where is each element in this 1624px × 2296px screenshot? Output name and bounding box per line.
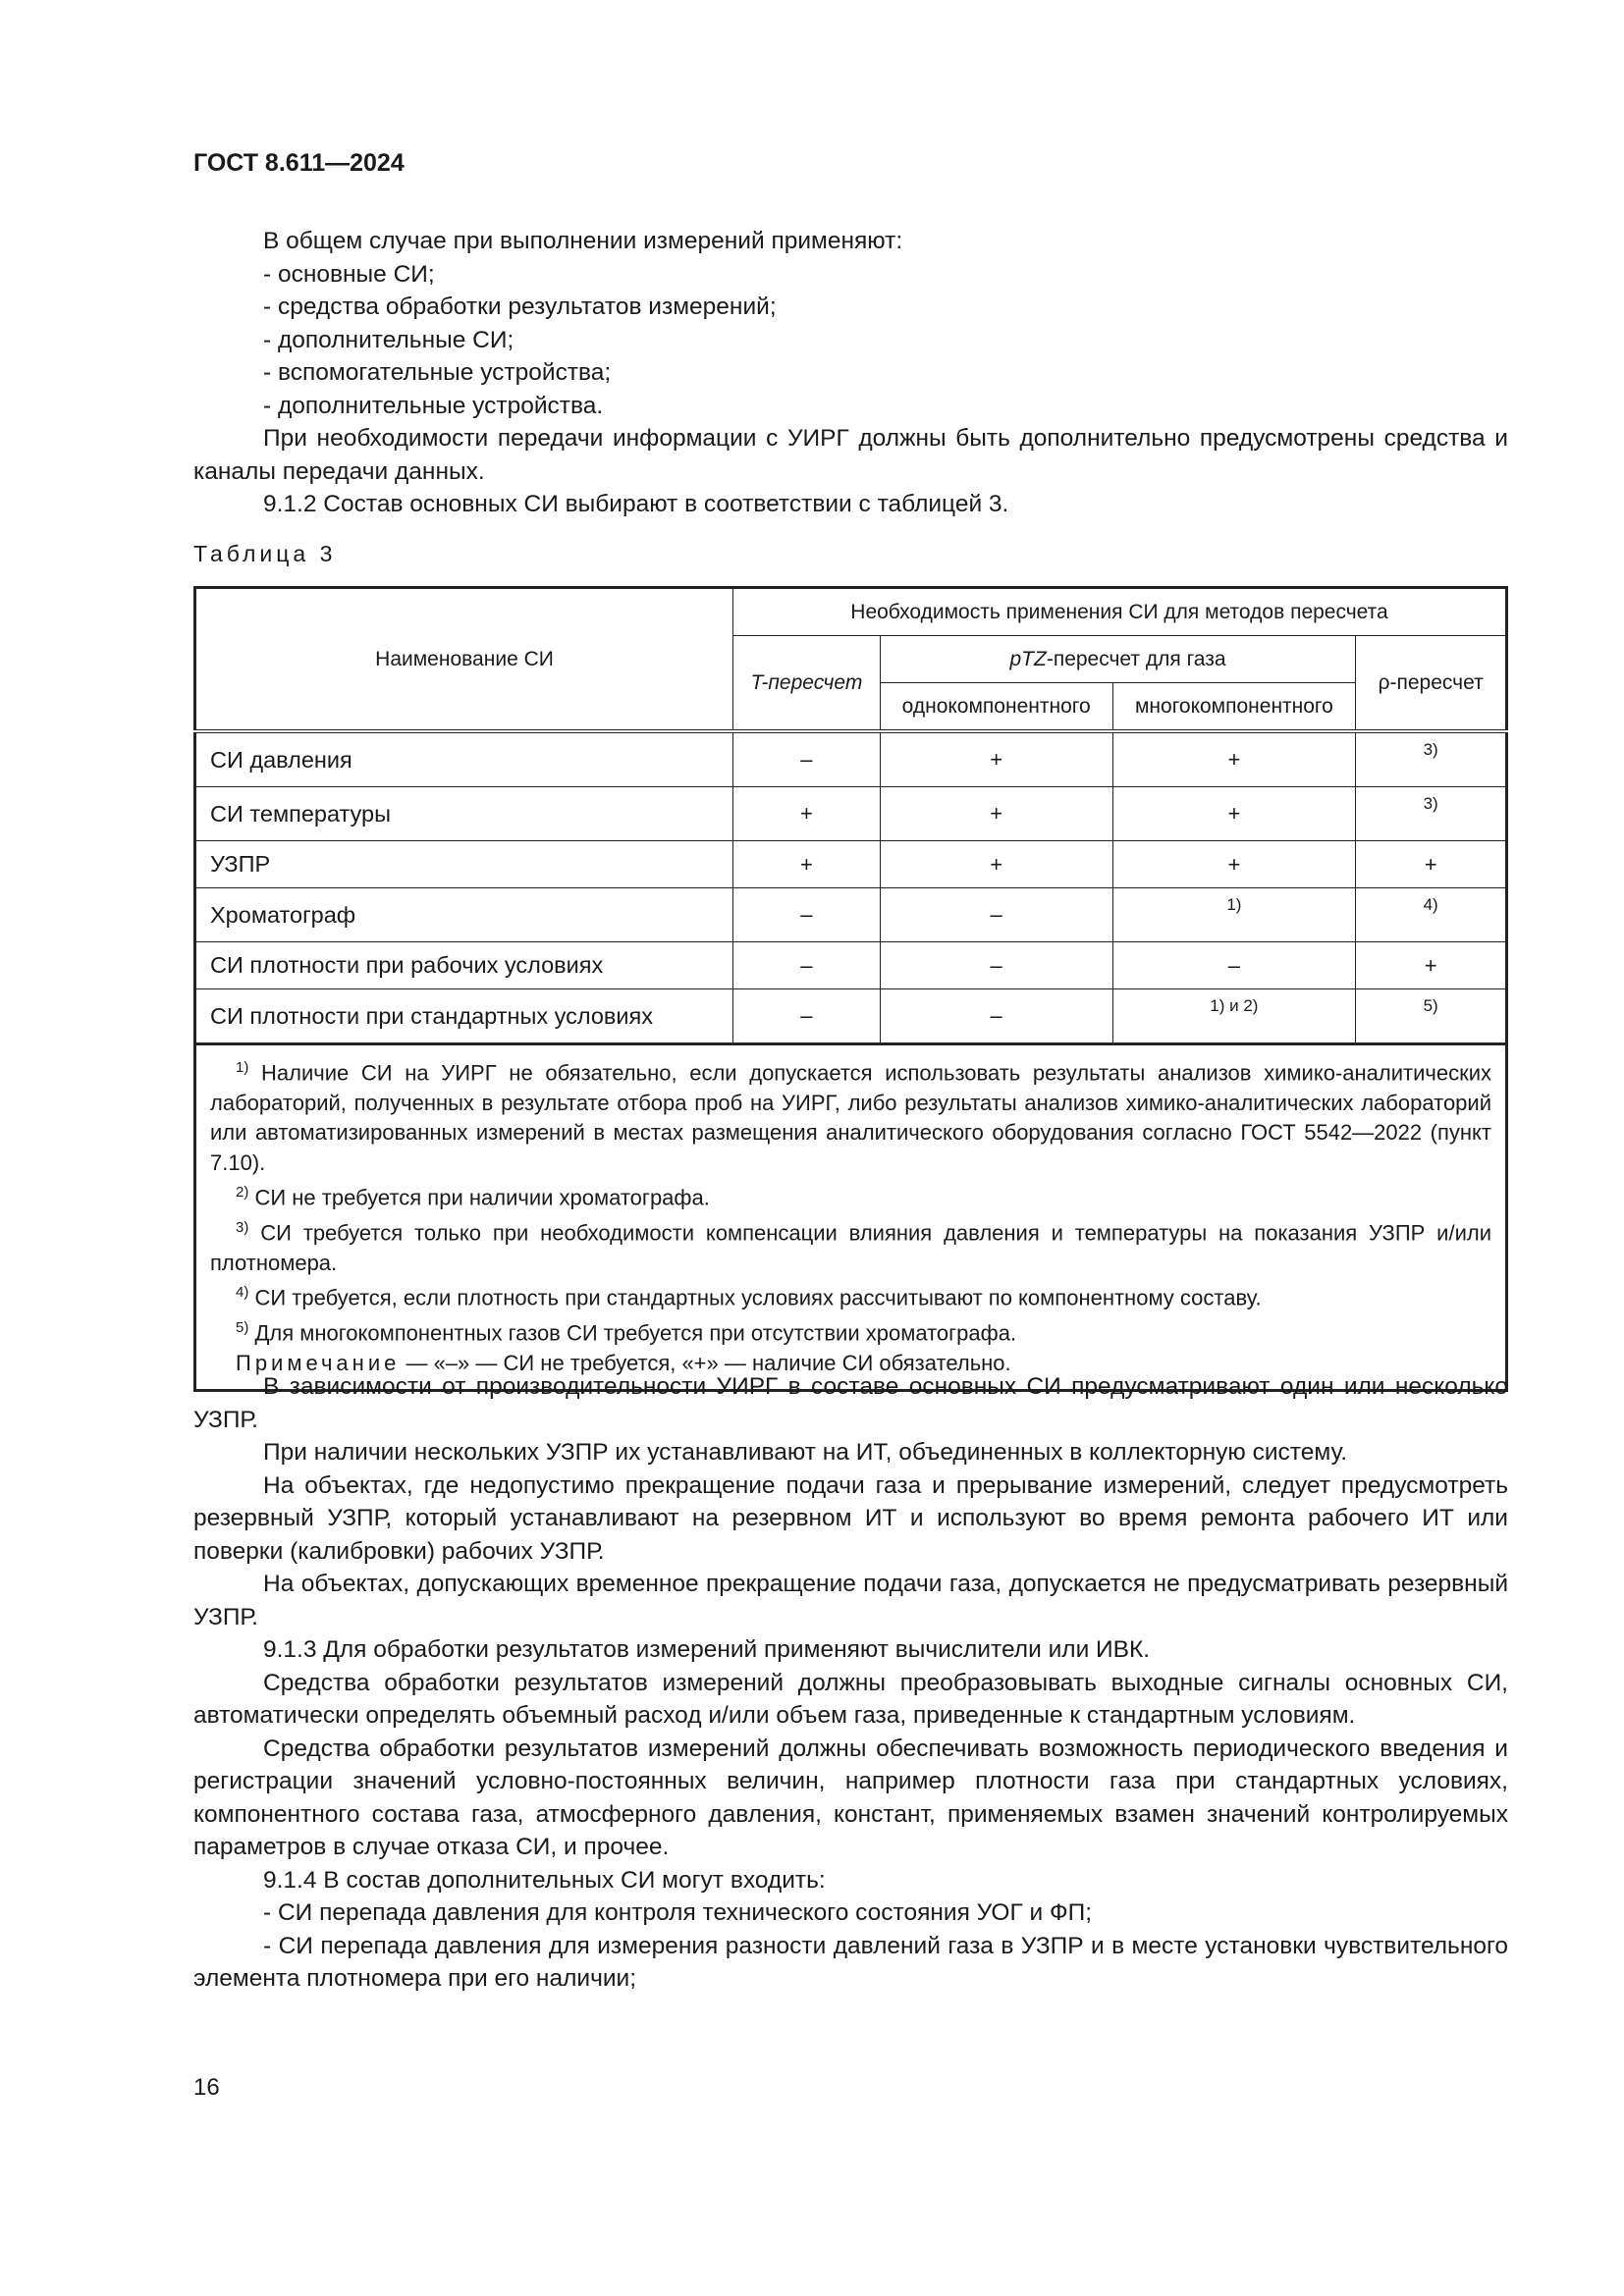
- cell-t: –: [733, 989, 881, 1044]
- cell-t: +: [733, 841, 881, 888]
- paragraph: Средства обработки результатов измерений должны преобразовывать выходные сигналы основных СИ, автоматически определять объемный расход и/или объем газа, приведенные к стандартным условиям.: [193, 1669, 1508, 1729]
- table-remark: Примечание — «–» — СИ не требуется, «+» — наличие СИ обязательно.: [236, 1351, 1011, 1376]
- footnote: $^{3)}$ СИ требуется только при необходимости компенсации влияния давления и температуры на показания УЗПР и/или плотномера.: [210, 1219, 1491, 1275]
- cell-r: +: [1356, 841, 1507, 888]
- cell-m: +: [1112, 787, 1356, 841]
- header-name: Наименование СИ: [195, 588, 733, 732]
- paragraph: На объектах, где недопустимо прекращение подачи газа и прерывание измерений, следует предусмотреть резервный УЗПР, который устанавливают на резервном ИТ и используют во время ремонта рабочего ИТ или поверки (калибровки) рабочих УЗПР.: [193, 1471, 1508, 1565]
- paragraph: При необходимости передачи информации с УИРГ должны быть дополнительно предусмотрены средства и каналы передачи данных.: [193, 425, 1508, 485]
- cell-name: СИ плотности при стандартных условиях: [195, 989, 733, 1044]
- cell-s: –: [880, 888, 1112, 942]
- table-footnotes: [195, 1044, 1507, 1391]
- cell-name: СИ давления: [195, 731, 733, 787]
- cell-name: СИ температуры: [195, 787, 733, 841]
- page-number: 16: [193, 2074, 220, 2101]
- header-rho: ρ-пересчет: [1356, 636, 1507, 732]
- cell-m: 1) и 2): [1112, 989, 1356, 1044]
- paragraph: В зависимости от производительности УИРГ в составе основных СИ предусматривают один или несколько УЗПР.: [193, 1373, 1508, 1433]
- header-group: Необходимость применения СИ для методов пересчета: [733, 588, 1507, 636]
- header-ptz: pTZ-пересчет для газа: [880, 636, 1356, 683]
- footnote: $^{1)}$ Наличие СИ на УИРГ не обязательно, если допускается использовать результаты анализов химико-аналитических лабораторий, полученных в результате отбора проб на УИРГ, либо результаты анализов химико-аналитических лабораторий или автоматизированных измерений в местах размещения аналитического оборудования согласно ГОСТ 5542—2022 (пункт 7.10).: [210, 1059, 1491, 1175]
- footnote: $^{5)}$ Для многокомпонентных газов СИ требуется при отсутствии хроматографа.: [236, 1319, 1017, 1346]
- cell-s: +: [880, 787, 1112, 841]
- cell-r: 3): [1356, 787, 1507, 841]
- table-row: [195, 787, 1507, 841]
- cell-t: –: [733, 942, 881, 989]
- cell-s: +: [880, 841, 1112, 888]
- cell-t: +: [733, 787, 881, 841]
- intro-text: [193, 225, 1508, 521]
- table-caption: Таблица 3: [193, 541, 337, 566]
- list-item: - дополнительные устройства.: [263, 392, 604, 419]
- cell-name: УЗПР: [195, 841, 733, 888]
- list-item: - СИ перепада давления для измерения разности давлений газа в УЗПР и в месте установки чувствительного элемента плотномера при его наличии;: [193, 1932, 1508, 1992]
- cell-s: +: [880, 731, 1112, 787]
- cell-name: Хроматограф: [195, 888, 733, 942]
- table-row: [195, 942, 1507, 989]
- header-single: однокомпонентного: [880, 683, 1112, 732]
- table-row: [195, 989, 1507, 1044]
- cell-s: –: [880, 942, 1112, 989]
- cell-m: +: [1112, 841, 1356, 888]
- paragraph: 9.1.3 Для обработки результатов измерений применяют вычислители или ИВК.: [263, 1636, 1151, 1663]
- paragraph: При наличии нескольких УЗПР их устанавливают на ИТ, объединенных в коллекторную систему.: [263, 1439, 1348, 1466]
- cell-r: 5): [1356, 989, 1507, 1044]
- document-header: ГОСТ 8.611—2024: [193, 149, 405, 177]
- cell-name: СИ плотности при рабочих условиях: [195, 942, 733, 989]
- paragraph: 9.1.4 В состав дополнительных СИ могут входить:: [263, 1866, 826, 1894]
- table-row: [195, 731, 1507, 787]
- table-3: [193, 586, 1508, 1392]
- cell-r: 3): [1356, 731, 1507, 787]
- list-item: - основные СИ;: [263, 260, 435, 288]
- cell-s: –: [880, 989, 1112, 1044]
- list-item: - СИ перепада давления для контроля технического состояния УОГ и ФП;: [263, 1899, 1093, 1926]
- cell-r: +: [1356, 942, 1507, 989]
- paragraph: В общем случае при выполнении измерений применяют:: [263, 228, 903, 254]
- body-text: [193, 1370, 1508, 1996]
- footnote: $^{4)}$ СИ требуется, если плотность при стандартных условиях рассчитывают по компонентному составу.: [236, 1284, 1262, 1310]
- header-t: T-пересчет: [733, 636, 881, 732]
- cell-m: –: [1112, 942, 1356, 989]
- cell-m: 1): [1112, 888, 1356, 942]
- table-row: [195, 888, 1507, 942]
- cell-m: +: [1112, 731, 1356, 787]
- table-row: [195, 841, 1507, 888]
- cell-r: 4): [1356, 888, 1507, 942]
- paragraph: На объектах, допускающих временное прекращение подачи газа, допускается не предусматривать резервный УЗПР.: [193, 1571, 1508, 1630]
- list-item: - средства обработки результатов измерений;: [263, 294, 777, 320]
- paragraph: 9.1.2 Состав основных СИ выбирают в соответствии с таблицей 3.: [263, 491, 1009, 517]
- paragraph: Средства обработки результатов измерений должны обеспечивать возможность периодического введения и регистрации значений условно-постоянных величин, например плотности газа при стандартных условиях, компонентного состава газа, атмосферного давления, констант, применяемых взамен значений контролируемых параметров в случае отказа СИ, и прочее.: [193, 1735, 1508, 1860]
- list-item: - вспомогательные устройства;: [263, 359, 612, 386]
- header-multi: многокомпонентного: [1112, 683, 1356, 732]
- list-item: - дополнительные СИ;: [263, 326, 514, 353]
- cell-t: –: [733, 731, 881, 787]
- cell-t: –: [733, 888, 881, 942]
- footnote: $^{2)}$ СИ не требуется при наличии хроматографа.: [236, 1184, 710, 1210]
